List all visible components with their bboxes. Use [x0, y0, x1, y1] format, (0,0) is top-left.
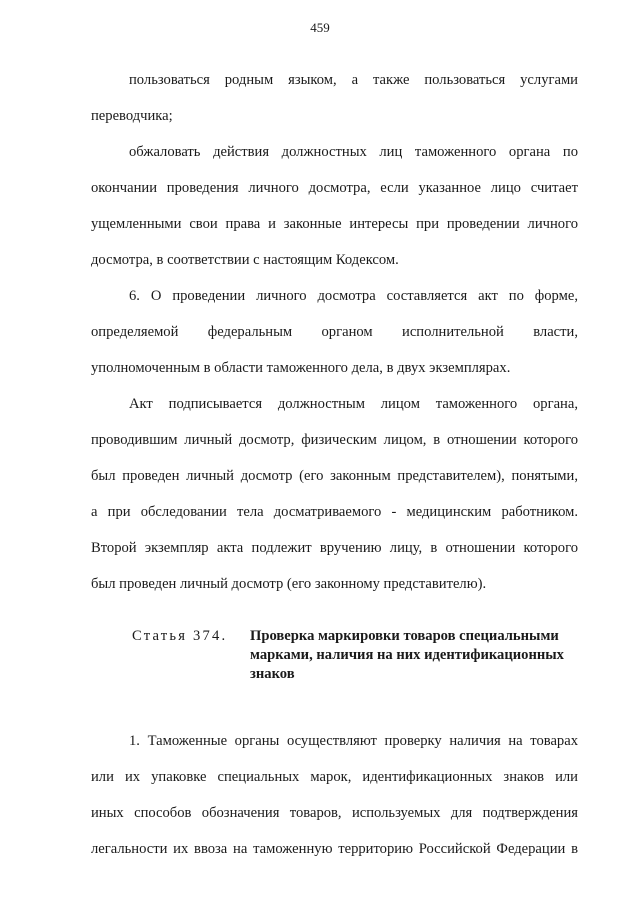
document-body: [91, 62, 578, 867]
text-line: был проведен личный досмотр (его законным представителем), понятыми,: [91, 468, 578, 484]
text-line: иных способов обозначения товаров, используемых для подтверждения: [91, 805, 578, 821]
paragraph-act-form: [91, 278, 578, 386]
text-line: Второй экземпляр акта подлежит вручению лицу, в отношении которого: [91, 540, 578, 556]
text-line: обжаловать действия должностных лиц таможенного органа по: [129, 144, 578, 160]
text-line: окончании проведения личного досмотра, если указанное лицо считает: [91, 180, 578, 196]
text-line: был проведен личный досмотр (его законному представителю).: [91, 576, 487, 592]
text-line: Акт подписывается должностным лицом таможенного органа,: [129, 396, 578, 412]
article-title: [250, 627, 580, 684]
page-number: 459: [310, 20, 330, 35]
text-line: уполномоченным в области таможенного дела, в двух экземплярах.: [91, 360, 511, 376]
text-line: переводчика;: [91, 108, 173, 124]
paragraph-native-language: [91, 62, 578, 134]
paragraph-marking-check: [91, 723, 578, 867]
article-title-line: знаков: [250, 666, 295, 682]
text-line: 1. Таможенные органы осуществляют проверку наличия на товарах: [129, 733, 578, 749]
text-line: определяемой федеральным органом исполнительной власти,: [91, 324, 578, 340]
text-line: досмотра, в соответствии с настоящим Кодексом.: [91, 252, 399, 268]
article-title-line: Проверка маркировки товаров специальными: [250, 628, 559, 644]
article-title-line: марками, наличия на них идентификационных: [250, 647, 564, 663]
text-line: легальности их ввоза на таможенную территорию Российской Федерации в: [91, 841, 578, 857]
text-line: или их упаковке специальных марок, идентификационных знаков или: [91, 769, 578, 785]
text-line: проводившим личный досмотр, физическим лицом, в отношении которого: [91, 432, 578, 448]
article-label: Статья 374.: [132, 628, 228, 644]
text-line: пользоваться родным языком, а также пользоваться услугами: [129, 72, 578, 88]
text-line: а при обследовании тела досматриваемого - медицинским работником.: [91, 504, 578, 520]
text-line: ущемленными свои права и законные интересы при проведении личного: [91, 216, 578, 232]
article-heading: [91, 627, 578, 687]
paragraph-act-signature: [91, 386, 578, 602]
paragraph-appeal: [91, 134, 578, 278]
text-line: 6. О проведении личного досмотра составляется акт по форме,: [129, 288, 578, 304]
